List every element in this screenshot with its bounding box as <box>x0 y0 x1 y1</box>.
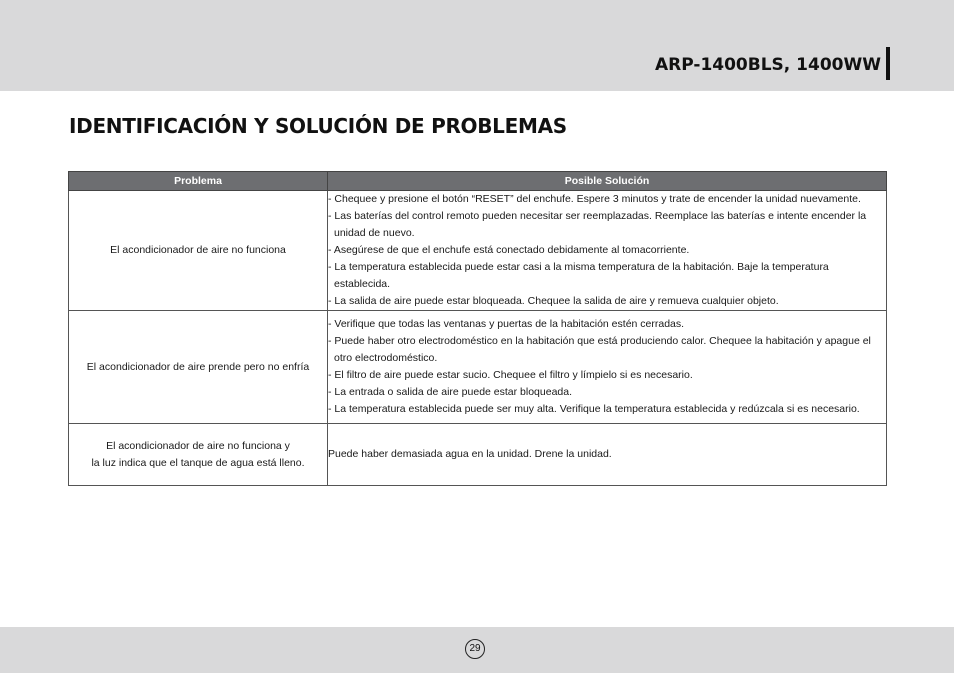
column-header-problem: Problema <box>69 172 328 191</box>
header-band <box>0 0 954 91</box>
solution-item: - La salida de aire puede estar bloqueada. Chequee la salida de aire y remueva cualquier objeto. <box>328 295 779 307</box>
troubleshooting-table <box>68 171 887 486</box>
problem-cell: El acondicionador de aire no funciona <box>69 191 328 311</box>
table-row <box>69 424 887 486</box>
page-title: IDENTIFICACIÓN Y SOLUCIÓN DE PROBLEMAS <box>69 114 567 138</box>
solution-item: - Verifique que todas las ventanas y puertas de la habitación estén cerradas. <box>328 318 685 330</box>
solution-cell <box>328 191 887 311</box>
solution-list <box>328 191 886 310</box>
solution-item: - La temperatura establecida puede estar casi a la misma temperatura de la habitación. Baje la temperatura establecida. <box>328 261 829 290</box>
model-title: ARP-1400BLS, 1400WW <box>654 55 881 75</box>
solution-item: - La temperatura establecida puede ser muy alta. Verifique la temperatura establecida y redúzcala si es necesario. <box>328 403 860 415</box>
problem-line: la luz indica que el tanque de agua está lleno. <box>91 456 305 469</box>
table-header-row <box>69 172 887 191</box>
solution-item: - Chequee y presione el botón “RESET” del enchufe. Espere 3 minutos y trate de encender la unidad nuevamente. <box>328 193 861 205</box>
page-number: 29 <box>465 639 485 659</box>
solution-list <box>328 316 886 418</box>
problem-cell <box>69 424 328 486</box>
table-row <box>69 191 887 311</box>
solution-item: - Las baterías del control remoto pueden necesitar ser reemplazadas. Reemplace las baterías e intente encender la unidad de nuevo. <box>328 210 867 239</box>
solution-item: - Asegúrese de que el enchufe está conectado debidamente al tomacorriente. <box>328 244 690 256</box>
problem-cell: El acondicionador de aire prende pero no enfría <box>69 311 328 424</box>
solution-cell: Puede haber demasiada agua en la unidad. Drene la unidad. <box>328 424 887 486</box>
table-row <box>69 311 887 424</box>
solution-item: - La entrada o salida de aire puede estar bloqueada. <box>328 386 573 398</box>
solution-cell <box>328 311 887 424</box>
problem-line: El acondicionador de aire no funciona y <box>106 439 290 452</box>
header-divider-bar <box>886 47 890 80</box>
solution-item: - Puede haber otro electrodoméstico en la habitación que está produciendo calor. Chequee la habitación y apague el otro electrodoméstico. <box>328 335 871 364</box>
column-header-solution: Posible Solución <box>328 172 887 191</box>
solution-item: - El filtro de aire puede estar sucio. Chequee el filtro y límpielo si es necesario. <box>328 369 693 381</box>
